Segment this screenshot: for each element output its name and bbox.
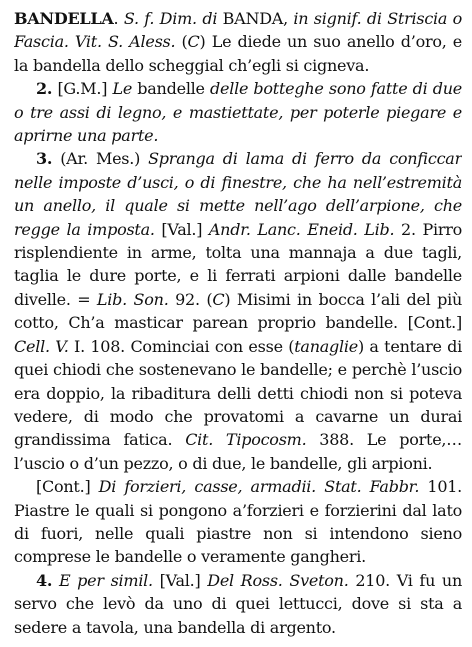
text-segment: ) Le diede un suo anello d’oro, e la bandella dello scheggial ch’egli si cigneva. xyxy=(14,32,462,75)
text-segment: Cell. V. xyxy=(14,336,69,356)
text-segment: C xyxy=(212,289,225,309)
text-segment: 92. ( xyxy=(168,289,213,309)
text-segment: 3. xyxy=(36,149,53,169)
text-segment: 210. Vi fu un servo che levò da uno di quei lettucci, dove si sta a sedere a tavola, una bandella di argento. xyxy=(14,570,462,637)
text-segment: delle botteghe sono fatte di due o tre assi di legno, e mastiettate, per poterle piegare e aprirne una parte. xyxy=(14,79,462,146)
text-segment: Cit. Tipocosm. xyxy=(185,430,307,450)
forzieri-paragraph xyxy=(14,475,462,569)
text-segment: E per simil. xyxy=(58,570,153,590)
text-segment: Andr. Lanc. Eneid. Lib. xyxy=(208,219,395,239)
text-segment: BANDELLA xyxy=(14,9,114,28)
text-segment: [Cont.] xyxy=(36,477,99,497)
text-segment: bandelle xyxy=(132,79,211,99)
text-segment: 2. xyxy=(36,79,53,99)
text-segment: 4. xyxy=(36,570,53,590)
entry-definition xyxy=(14,7,462,77)
text-segment: 2. Pirro risplendiente in arme, tolta una mannaja a due tagli, taglia le dure porte, e li ferrati arpioni dalle bandelle divelle. = xyxy=(14,219,462,309)
text-segment xyxy=(52,571,59,590)
text-segment: . xyxy=(113,9,124,28)
sense-3-paragraph xyxy=(14,147,462,475)
text-segment: , xyxy=(283,9,294,28)
text-segment: ) a tentare di quei chiodi che sostenevano le bandelle; e perchè l’uscio era doppio, la ribaditura delli detti chiodi non si poteva vedere, di modo che provatomi a cavarne un durai grandissima fatica. xyxy=(14,336,462,450)
text-segment: (Ar. Mes.) xyxy=(52,149,149,169)
text-segment: Del Ross. Sveton. xyxy=(207,570,349,590)
text-segment: Lib. Son. xyxy=(96,289,169,309)
text-segment: Le xyxy=(112,79,133,99)
text-segment: S. f. Dim. di xyxy=(123,9,218,28)
text-segment: ) Misimi in bocca l’ali del più cotto, Ch’a masticar parean proprio bandelle. [Cont.] xyxy=(14,289,462,333)
text-segment: Di forzieri, casse, armadii. Stat. Fabbr. xyxy=(98,477,420,497)
text-segment: [G.M.] xyxy=(52,79,113,99)
text-segment: I. 108. Cominciai con esse ( xyxy=(68,336,295,356)
text-segment: 388. Le porte,… l’uscio o d’un pezzo, o di due, le bandelle, gli arpioni. xyxy=(14,430,462,473)
text-segment: [Val.] xyxy=(152,570,208,590)
text-segment: BANDA xyxy=(217,9,284,28)
text-segment: C xyxy=(187,32,200,52)
text-segment: in signif. di Striscia o Fascia. Vit. S. Aless. xyxy=(14,9,462,52)
text-segment: 101. Piastre le quali si pongono a’forzieri e forzierini dal lato di fuori, nelle quali piastre non si intendono sieno comprese le bandelle o veramente gangheri. xyxy=(14,477,462,567)
text-segment: [Val.] xyxy=(154,219,209,239)
sense-4-paragraph xyxy=(14,569,462,639)
sense-2-paragraph xyxy=(14,77,462,147)
text-segment: tanaglie xyxy=(294,336,358,356)
text-segment: ( xyxy=(175,32,188,52)
text-segment: Spranga di lama di ferro da conficcar nelle imposte d’usci, o di finestre, che ha nell’estremità un anello, il quale si mette nell’ago dell’arpione, che regge la imposta. xyxy=(14,149,462,239)
